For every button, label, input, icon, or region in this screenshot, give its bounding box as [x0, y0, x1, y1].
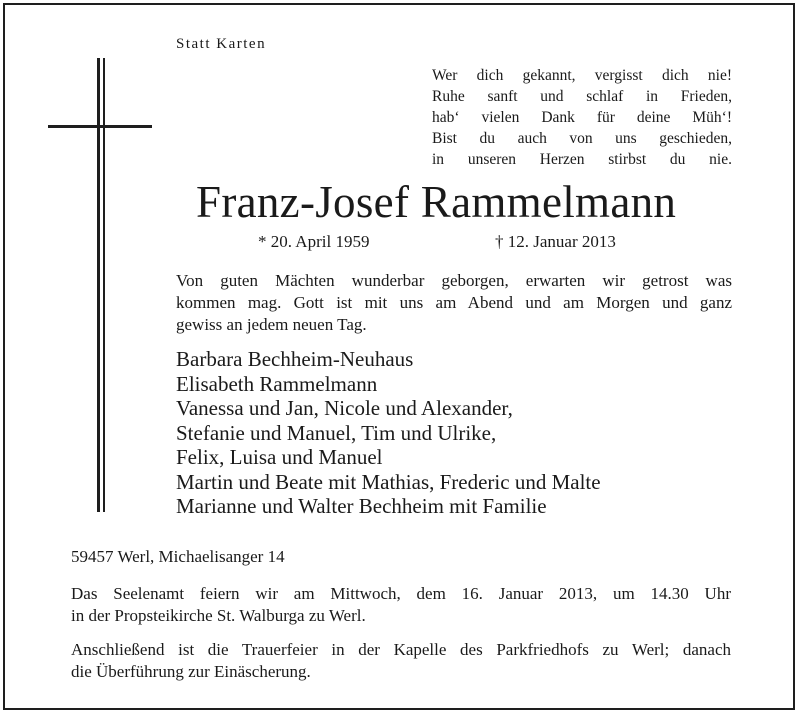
- family-address: 59457 Werl, Michaelisanger 14: [71, 547, 285, 566]
- funeral-info: [71, 639, 731, 683]
- mourner-line: Barbara Bechheim-Neuhaus: [176, 347, 414, 371]
- mourner-line: Felix, Luisa und Manuel: [176, 445, 383, 469]
- service-line: Das Seelenamt feiern wir am Mittwoch, dem 16. Januar 2013, um 14.30 Uhr: [71, 584, 731, 603]
- bonhoeffer-quote: [176, 270, 732, 336]
- deceased-name: Franz-Josef Rammelmann: [196, 177, 677, 227]
- quote-line: kommen mag. Gott ist mit uns am Abend und am Morgen und ganz: [176, 293, 732, 312]
- poem-line: in unseren Herzen stirbst du nie.: [432, 151, 732, 168]
- mourner-line: Marianne und Walter Bechheim mit Familie: [176, 494, 547, 518]
- birth-date: * 20. April 1959: [258, 232, 370, 251]
- mourner-line: Elisabeth Rammelmann: [176, 371, 378, 396]
- death-date: † 12. Januar 2013: [495, 232, 616, 251]
- poem-line: Wer dich gekannt, vergisst dich nie!: [432, 67, 732, 84]
- statt-karten-label: Statt Karten: [176, 36, 267, 52]
- mourner-line: Martin und Beate mit Mathias, Frederic und Malte: [176, 469, 601, 494]
- service-info: [71, 583, 731, 627]
- quote-line: gewiss an jedem neuen Tag.: [176, 315, 367, 334]
- quote-line: Von guten Mächten wunderbar geborgen, erwarten wir getrost was: [176, 271, 732, 290]
- poem: [432, 65, 732, 170]
- service-line: in der Propsteikirche St. Walburga zu Werl.: [71, 606, 366, 625]
- poem-line: hab‘ vielen Dank für deine Müh‘!: [432, 109, 732, 126]
- cross-horizontal-bar: [48, 125, 152, 128]
- mourner-line: Vanessa und Jan, Nicole und Alexander,: [176, 396, 513, 420]
- funeral-line: Anschließend ist die Trauerfeier in der Kapelle des Parkfriedhofs zu Werl; danach: [71, 640, 731, 659]
- poem-line: Bist du auch von uns geschieden,: [432, 130, 732, 147]
- mourner-line: Stefanie und Manuel, Tim und Ulrike,: [176, 420, 497, 445]
- funeral-line: die Überführung zur Einäscherung.: [71, 662, 311, 681]
- mourners-list: [176, 347, 601, 519]
- poem-line: Ruhe sanft und schlaf in Frieden,: [432, 88, 732, 105]
